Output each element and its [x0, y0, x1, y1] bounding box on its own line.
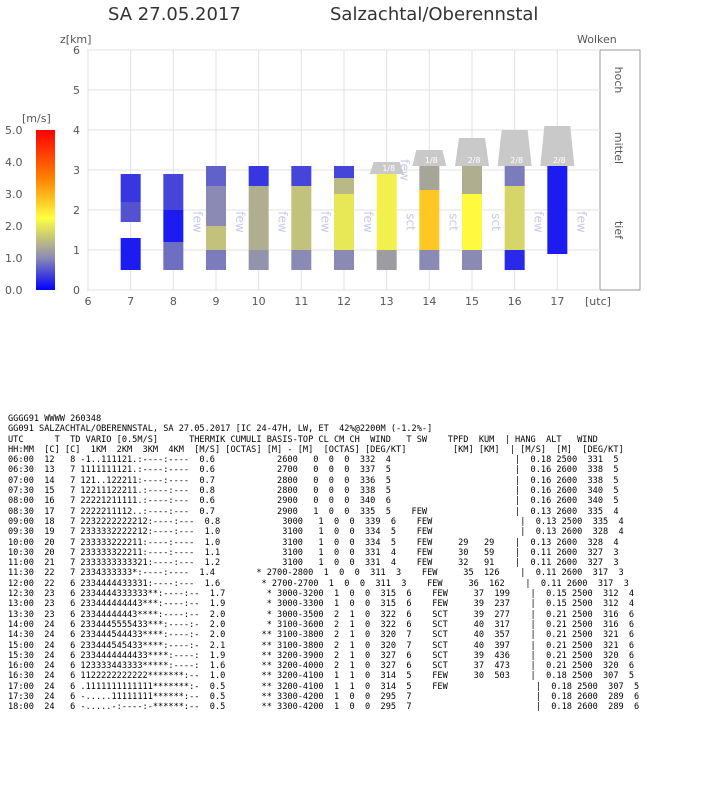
colorbar-ticks [5, 124, 23, 297]
y-tick-label-6: 6 [73, 44, 80, 57]
y-tick-label-3: 3 [73, 164, 80, 177]
y-tick-label-0: 0 [73, 284, 80, 297]
colorbar-tick-5: 5.0 [5, 124, 23, 137]
report-row: 18:00 24 6 -.....-:----:-******:-- 0.5 ** 3300-4200 1 0 0 295 7 | 0.18 2600 289 6 [8, 702, 640, 713]
x-tick-label-11: 11 [294, 295, 309, 308]
x-tick-label-15: 15 [465, 295, 479, 308]
mid-cloud-octas-15: 2/8 [467, 156, 481, 165]
level-low-label: tief [612, 220, 625, 240]
x-tick-label-13: 13 [379, 295, 394, 308]
report-row: 07:00 14 7 121..122211:----:---- 0.7 2800 0 0 0 336 5 | 0.16 2600 338 5 [8, 475, 619, 486]
cumulus-cover-label: few [531, 211, 546, 233]
report-column-header: HH:MM [C] [C] 1KM 2KM 3KM 4KM [M/S] [OCTAS] [M] - [M] [OCTAS] [DEG/KT] [KM] [KM] | [M/S] [M] [DEG/KT] [8, 444, 624, 455]
colorbar-tick-4: 4.0 [5, 156, 23, 169]
report-row: 09:30 19 7 2333332222212:----:--- 1.0 3100 1 0 0 334 5 FEW | 0.13 2600 328 4 [8, 527, 624, 538]
thermal-bar [547, 166, 567, 254]
report-row: 07:30 15 7 12211122211.:----:--- 0.8 2800 0 0 0 338 5 | 0.16 2600 340 5 [8, 486, 619, 497]
x-tick-label-14: 14 [422, 295, 437, 308]
cumulus-cover-label: few [233, 211, 247, 233]
cumulus-cover-label: sct [446, 213, 461, 231]
thermal-bar [206, 166, 226, 270]
report-column-header: UTC T TD VARIO [0.5M/S] THERMIK CUMULI BASIS-TOP CL CM CH WIND T SW TPFD KUM | HANG ALT WIND [8, 434, 598, 445]
mid-cloud-octas-17: 2/8 [552, 156, 566, 165]
level-high-label: hoch [612, 66, 625, 94]
y-axis-label: z[km] [60, 33, 92, 46]
thermal-bar [334, 166, 354, 270]
report-row: 12:00 22 6 2334444433331:----:--- 1.6 * 2700-2700 1 0 0 311 3 FEW 36 162 | 0.11 2600 317 3 [8, 578, 629, 589]
x-tick-label-12: 12 [337, 295, 351, 308]
mid-cloud-octas-14: 1/8 [424, 156, 438, 165]
mid-cloud-octas-13: 1/8 [382, 164, 396, 173]
report-header-line: GGGG91 WWWW 260348 [8, 414, 102, 424]
report-row: 13:00 23 6 233444444443***:----:-- 1.9 * 3000-3300 1 0 0 315 6 FEW 39 237 | 0.15 2500 312 4 [8, 599, 635, 610]
report-row: 11:00 21 7 2333333333321:----:--- 1.2 3100 1 0 0 331 4 FEW 32 91 | 0.11 2600 327 3 [8, 558, 619, 569]
colorbar-tick-1: 1.0 [5, 252, 23, 265]
thermal-bar-segment [121, 238, 141, 270]
report-row: 06:30 13 7 1111111121.:----:---- 0.6 2700 0 0 0 337 5 | 0.16 2600 338 5 [8, 465, 619, 476]
y-tick-label-5: 5 [73, 84, 80, 97]
x-tick-label-7: 7 [127, 295, 135, 308]
y-tick-label-2: 2 [73, 204, 80, 217]
y-tick-label-4: 4 [73, 124, 80, 137]
thermal-chart [0, 30, 706, 320]
level-mid-label: mittel [612, 131, 625, 165]
thermal-bar [249, 166, 269, 270]
report-row: 10:00 20 7 233333222211:----:---- 1.0 3100 1 0 0 334 5 FEW 29 29 | 0.13 2600 328 4 [8, 537, 619, 548]
forecast-date: SA 27.05.2017 [108, 4, 241, 25]
report-row: 08:00 16 7 22221211111.:----:--- 0.6 2900 0 0 0 340 6 | 0.16 2600 340 5 [8, 496, 619, 507]
cumulus-cover-label: few [318, 211, 333, 233]
cumulus-cover-label: few [190, 211, 205, 233]
x-tick-label-6: 6 [84, 295, 92, 308]
thermal-bar-segment [121, 174, 141, 202]
thermal-bar [377, 174, 397, 270]
report-row: 17:30 24 6 -.....11111111******:-- 0.5 ** 3300-4200 1 0 0 295 7 | 0.18 2600 289 6 [8, 692, 640, 703]
clouds-title: Wolken [577, 33, 617, 46]
colorbar-tick-0: 0.0 [5, 284, 23, 297]
report-row: 06:00 12 8 -1..111121.:----:---- 0.6 2600 0 0 0 332 4 | 0.18 2500 331 5 [8, 455, 619, 466]
thermal-bar [462, 166, 482, 270]
report-row: 12:30 23 6 2334444333333**:----:-- 1.7 * 3000-3200 1 0 0 315 6 FEW 37 199 | 0.15 2500 312 4 [8, 589, 635, 600]
report-row: 17:00 24 6 .1111111111111*******:- 0.5 ** 3200-4100 1 1 0 314 5 FEW | 0.18 2500 307 5 [8, 681, 640, 692]
thermal-bar-segment [121, 202, 141, 222]
cumulus-cover-label: sct [403, 213, 418, 231]
colorbar [36, 130, 55, 290]
x-tick-label-16: 16 [507, 295, 522, 308]
mid-cloud-cover-label: few [397, 159, 412, 181]
mid-cloud-octas-16: 2/8 [510, 156, 524, 165]
report-row: 14:00 24 6 2334445555433***:----:- 2.0 * 3100-3600 2 1 0 322 6 SCT 40 317 | 0.21 2500 316 6 [8, 619, 635, 630]
thermal-bar [419, 166, 439, 270]
report-row: 11:30 22 7 2334333333*:----:---- 1.4 * 2700-2800 1 0 0 311 3 FEW 35 126 | 0.11 2600 317 3 [8, 568, 624, 579]
x-tick-labels [85, 295, 565, 308]
cumulus-cover-label: few [361, 211, 375, 233]
soaring-report-table [8, 414, 639, 713]
report-row: 15:00 24 6 233444545433****:----:- 2.1 ** 3100-3800 2 1 0 320 7 SCT 40 397 | 0.21 2500 321 6 [8, 640, 635, 651]
report-row: 13:30 23 6 23344444443****:----:-- 2.0 * 3000-3500 2 1 0 322 6 SCT 39 277 | 0.21 2500 316 6 [8, 609, 635, 620]
colorbar-tick-3: 3.0 [5, 188, 23, 201]
cumulus-cover-label: few [275, 211, 290, 233]
y-tick-labels [73, 44, 80, 297]
x-axis-label: [utc] [585, 295, 611, 308]
colorbar-tick-2: 2.0 [5, 220, 23, 233]
colorbar-unit: [m/s] [22, 112, 51, 125]
report-row: 16:00 24 6 123333443333*****:----: 1.6 ** 3200-4000 2 1 0 327 6 SCT 37 473 | 0.21 2500 320 6 [8, 661, 635, 672]
x-tick-label-17: 17 [550, 295, 565, 308]
x-tick-label-9: 9 [212, 295, 220, 308]
thermal-bar [291, 166, 311, 270]
thermal-bar [163, 174, 183, 270]
report-row: 10:30 20 7 233333322211:----:---- 1.1 3100 1 0 0 331 4 FEW 30 59 | 0.11 2600 327 3 [8, 547, 619, 558]
report-row: 16:30 24 6 1122222222222*******:-- 1.0 ** 3200-4100 1 1 0 314 5 FEW 30 503 | 0.18 2500 307 5 [8, 671, 635, 682]
report-row: 08:30 17 7 2222211112..:----:--- 0.7 2900 1 0 0 335 5 FEW | 0.13 2600 335 4 [8, 506, 619, 517]
cumulus-cover-label: few [574, 211, 589, 233]
report-row: 14:30 24 6 233444544433****:----:- 2.0 ** 3100-3800 2 1 0 320 7 SCT 40 357 | 0.21 2500 321 6 [8, 630, 635, 641]
report-row: 15:30 24 6 2334444444433****:----: 1.9 ** 3200-3900 2 1 0 327 6 SCT 39 436 | 0.21 2500 320 6 [8, 650, 635, 661]
x-tick-label-8: 8 [169, 295, 177, 308]
x-tick-label-10: 10 [251, 295, 266, 308]
column-7 [121, 174, 141, 270]
cumulus-cover-label: sct [489, 213, 503, 231]
y-tick-label-1: 1 [73, 244, 80, 257]
report-row: 09:00 18 7 2232222222212:----:--- 0.8 3000 1 0 0 339 6 FEW | 0.13 2500 335 4 [8, 516, 624, 527]
region-title: Salzachtal/Oberennstal [330, 4, 539, 25]
thermal-bar [505, 166, 525, 270]
report-header-line: GG091 SALZACHTAL/OBERENNSTAL, SA 27.05.2017 [IC 24-47H, LW, ET 42%@2200M (-1.2%-] [8, 424, 433, 435]
